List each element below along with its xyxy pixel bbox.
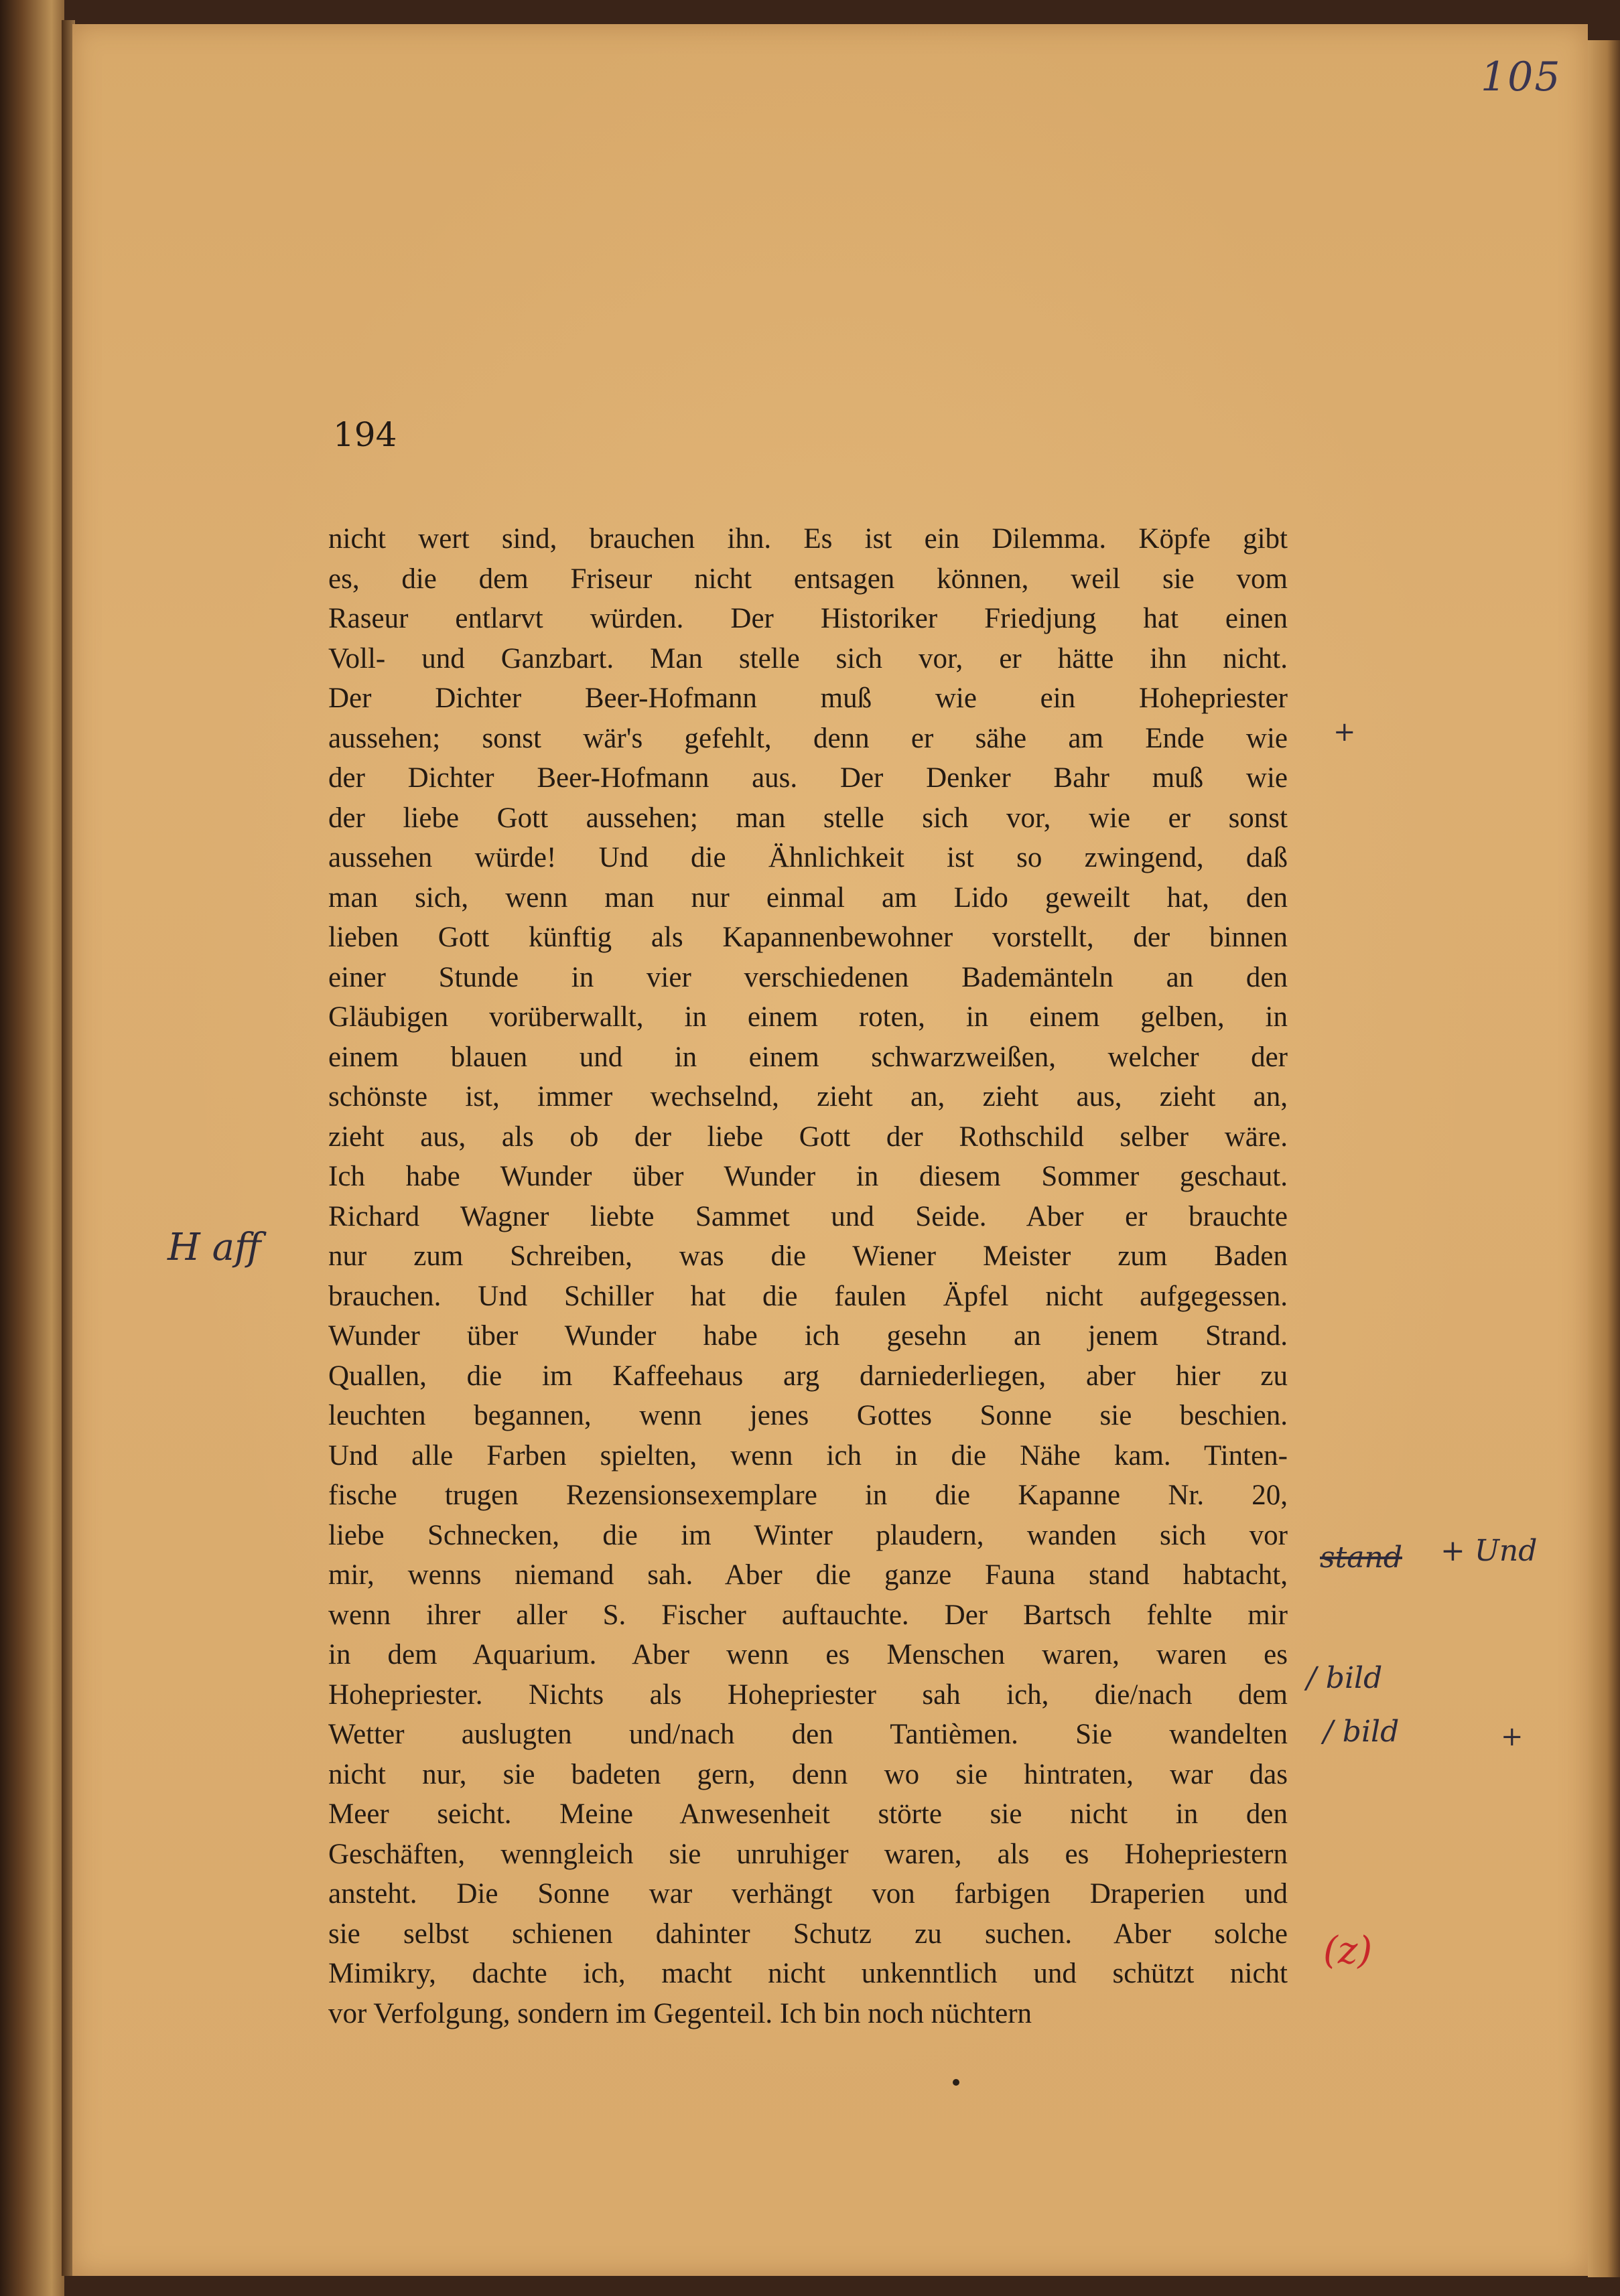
text-line: zieht aus, als ob der liebe Gott der Rothschild selber wäre. <box>328 1121 1288 1153</box>
text-line: es, die dem Friseur nicht entsagen können, weil sie vom <box>328 563 1288 595</box>
margin-mark-plus: + <box>1501 1721 1524 1752</box>
text-line: der Dichter Beer-Hofmann aus. Der Denker Bahr muß wie <box>328 762 1288 794</box>
text-line: einer Stunde in vier verschiedenen Bademänteln an den <box>328 961 1288 993</box>
facing-page-edge <box>0 0 64 2296</box>
red-pencil-mark: (z) <box>1323 1929 1373 1972</box>
text-line: Voll- und Ganzbart. Man stelle sich vor, er hätte ihn nicht. <box>328 642 1288 674</box>
margin-note-struck: stand <box>1320 1540 1402 1575</box>
text-line: Meer seicht. Meine Anwesenheit störte sie nicht in den <box>328 1798 1288 1830</box>
text-line: Mimikry, dachte ich, macht nicht unkenntlich und schützt nicht <box>328 1958 1288 1989</box>
text-line: fische trugen Rezensionsexemplare in die Kapanne Nr. 20, <box>328 1480 1288 1511</box>
text-line: nur zum Schreiben, was die Wiener Meister zum Baden <box>328 1240 1288 1272</box>
text-line: Wunder über Wunder habe ich gesehn an jenem Strand. <box>328 1320 1288 1352</box>
margin-note: + Und <box>1440 1534 1538 1568</box>
text-line: liebe Schnecken, die im Winter plaudern, wanden sich vor <box>328 1519 1288 1551</box>
text-line: in dem Aquarium. Aber wenn es Menschen waren, waren es <box>328 1639 1288 1670</box>
text-line: leuchten begannen, wenn jenes Gottes Sonne sie beschien. <box>328 1400 1288 1431</box>
text-line: schönste ist, immer wechselnd, zieht an, zieht aus, zieht an, <box>328 1081 1288 1113</box>
margin-note-left: H aff <box>167 1226 261 1269</box>
text-line: Geschäften, wenngleich sie unruhiger waren, als es Hohepriestern <box>328 1838 1288 1870</box>
body-text <box>328 519 1288 2033</box>
handwritten-folio-number: 105 <box>1481 54 1562 100</box>
margin-note: / bild <box>1323 1715 1400 1749</box>
text-line: vor Verfolgung, sondern im Gegenteil. Ich bin noch nüchtern <box>328 1997 1032 2029</box>
text-line: nicht nur, sie badeten gern, denn wo sie hintraten, war das <box>328 1758 1288 1790</box>
text-line: Quallen, die im Kaffeehaus arg darniederliegen, aber hier zu <box>328 1360 1288 1392</box>
text-line: einem blauen und in einem schwarzweißen, welcher der <box>328 1041 1288 1073</box>
text-line: mir, wenns niemand sah. Aber die ganze Fauna stand habtacht, <box>328 1559 1288 1591</box>
text-line: ansteht. Die Sonne war verhängt von farbigen Draperien und <box>328 1878 1288 1910</box>
text-line: der liebe Gott aussehen; man stelle sich vor, wie er sonst <box>328 802 1288 834</box>
printed-page-number: 194 <box>333 415 397 454</box>
text-line: brauchen. Und Schiller hat die faulen Äpfel nicht aufgegessen. <box>328 1280 1288 1312</box>
text-line: Hohepriester. Nichts als Hohepriester sah ich, die/nach dem <box>328 1678 1288 1711</box>
text-line: man sich, wenn man nur einmal am Lido geweilt hat, den <box>328 881 1288 914</box>
text-line: Und alle Farben spielten, wenn ich in die Nähe kam. Tinten- <box>328 1439 1288 1472</box>
text-line: sie selbst schienen dahinter Schutz zu suchen. Aber solche <box>328 1918 1288 1950</box>
ink-dot <box>953 2079 959 2086</box>
margin-mark-plus: + <box>1333 717 1356 747</box>
text-line: Richard Wagner liebte Sammet und Seide. Aber er brauchte <box>328 1200 1288 1232</box>
text-line: Wetter auslugten und/nach den Tantièmen. Sie wandelten <box>328 1719 1288 1750</box>
text-line: Raseur entlarvt würden. Der Historiker Friedjung hat einen <box>328 603 1288 634</box>
text-line: nicht wert sind, brauchen ihn. Es ist ein Dilemma. Köpfe gibt <box>328 523 1288 555</box>
text-line: wenn ihrer aller S. Fischer auftauchte. Der Bartsch fehlte mir <box>328 1599 1288 1631</box>
page-edge-right <box>1588 40 1620 2277</box>
text-line: Der Dichter Beer-Hofmann muß wie ein Hohepriester <box>328 683 1288 714</box>
text-line: aussehen würde! Und die Ähnlichkeit ist so zwingend, daß <box>328 842 1288 873</box>
text-line: Ich habe Wunder über Wunder in diesem Sommer geschaut. <box>328 1161 1288 1192</box>
text-line: aussehen; sonst wär's gefehlt, denn er sähe am Ende wie <box>328 722 1288 754</box>
text-line: lieben Gott künftig als Kapannenbewohner vorstellt, der binnen <box>328 922 1288 953</box>
margin-note: / bild <box>1306 1661 1383 1695</box>
text-line: Gläubigen vorüberwallt, in einem roten, in einem gelben, in <box>328 1001 1288 1033</box>
